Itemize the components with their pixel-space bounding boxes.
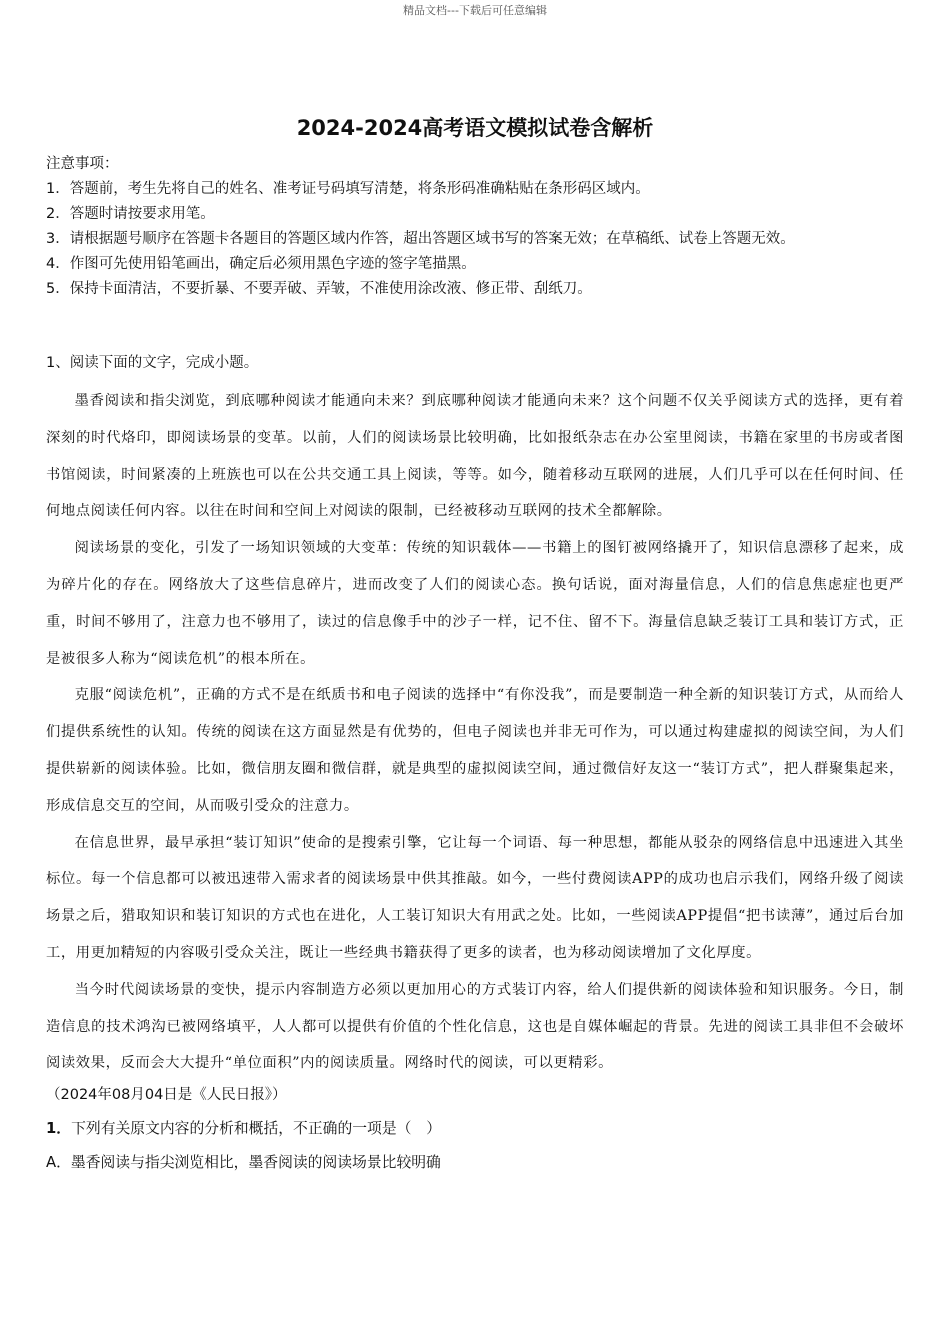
page-header-watermark: 精品文档---下载后可任意编辑 [403, 4, 547, 17]
option-a: A．墨香阅读与指尖浏览相比，墨香阅读的阅读场景比较明确 [46, 1154, 441, 1172]
article-source: （2024年08月04日是《人民日报》） [46, 1087, 287, 1104]
article-paragraph: 在信息世界，最早承担“装订知识”使命的是搜索引擎，它让每一个词语、每一种思想，都能从驳杂的网络信息中迅速进入其坐标位。每一个信息都可以被迅速带入需求者的阅读场景中供其推敲。如今，一些付费阅读APP的成功也启示我们，网络升级了阅读场景之后，猎取知识和装订知识的方式也在进化，人工装订知识大有用武之处。比如，一些阅读APP提倡“把书读薄”，通过后台加工，用更加精短的内容吸引受众关注，既让一些经典书籍获得了更多的读者，也为移动阅读增加了文化厚度。 [46, 834, 904, 961]
reading-section [46, 351, 904, 1176]
question-1 [46, 1116, 904, 1142]
notice-item: 4．作图可先使用铅笔画出，确定后必须用黑色字迹的签字笔描黑。 [46, 256, 476, 272]
article-paragraph: 阅读场景的变化，引发了一场知识领域的大变革：传统的知识载体——书籍上的图钉被网络撬开了，知识信息漂移了起来，成为碎片化的存在。网络放大了这些信息碎片，进而改变了人们的阅读心态。换句话说，面对海量信息，人们的信息焦虑症也更严重，时间不够用了，注意力也不够用了，读过的信息像手中的沙子一样，记不住、留不下。海量信息缺乏装订工具和装订方式，正是被很多人称为“阅读危机”的根本所在。 [46, 540, 904, 667]
document-title: 2024-2024高考语文模拟试卷含解析 [296, 116, 654, 140]
question-text: 下列有关原文内容的分析和概括，不正确的一项是（ ） [71, 1120, 442, 1138]
notice-item: 2．答题时请按要求用笔。 [46, 206, 215, 222]
question-number: 1． [46, 1120, 72, 1138]
notice-block [46, 152, 916, 302]
notice-heading: 注意事项： [46, 156, 119, 172]
section-heading: 1、阅读下面的文字，完成小题。 [46, 355, 259, 371]
article-paragraph: 墨香阅读和指尖浏览，到底哪种阅读才能通向未来？到底哪种阅读才能通向未来？这个问题不仅关乎阅读方式的选择，更有着深刻的时代烙印，即阅读场景的变革。以前，人们的阅读场景比较明确，比如报纸杂志在办公室里阅读，书籍在家里的书房或者图书馆阅读，时间紧凑的上班族也可以在公共交通工具上阅读，等等。如今，随着移动互联网的进展，人们几乎可以在任何时间、任何地点阅读任何内容。以往在时间和空间上对阅读的限制，已经被移动互联网的技术全都解除。 [46, 393, 904, 520]
article-paragraph: 克服“阅读危机”，正确的方式不是在纸质书和电子阅读的选择中“有你没我”，而是要制造一种全新的知识装订方式，从而给人们提供系统性的认知。传统的阅读在这方面显然是有优势的，但电子阅读也并非无可作为，可以通过构建虚拟的阅读空间，为人们提供崭新的阅读体验。比如，微信朋友圈和微信群，就是典型的虚拟阅读空间，通过微信好友这一“装订方式”，把人群聚集起来，形成信息交互的空间，从而吸引受众的注意力。 [46, 687, 904, 814]
article-paragraph: 当今时代阅读场景的变快，提示内容制造方必须以更加用心的方式装订内容，给人们提供新的阅读体验和知识服务。今日，制造信息的技术鸿沟已被网络填平，人人都可以提供有价值的个性化信息，这也是自媒体崛起的背景。先进的阅读工具非但不会破坏阅读效果，反而会大大提升“单位面积”内的阅读质量。网络时代的阅读，可以更精彩。 [46, 981, 904, 1072]
notice-item: 3．请根据题号顺序在答题卡各题目的答题区域内作答，超出答题区域书写的答案无效；在草稿纸、试卷上答题无效。 [46, 231, 795, 247]
notice-item: 5．保持卡面清洁，不要折暴、不要弄破、弄皱，不准使用涂改液、修正带、刮纸刀。 [46, 281, 592, 297]
reading-article [46, 383, 904, 1082]
notice-item: 1．答题前，考生先将自己的姓名、准考证号码填写清楚，将条形码准确粘贴在条形码区域内。 [46, 181, 650, 197]
